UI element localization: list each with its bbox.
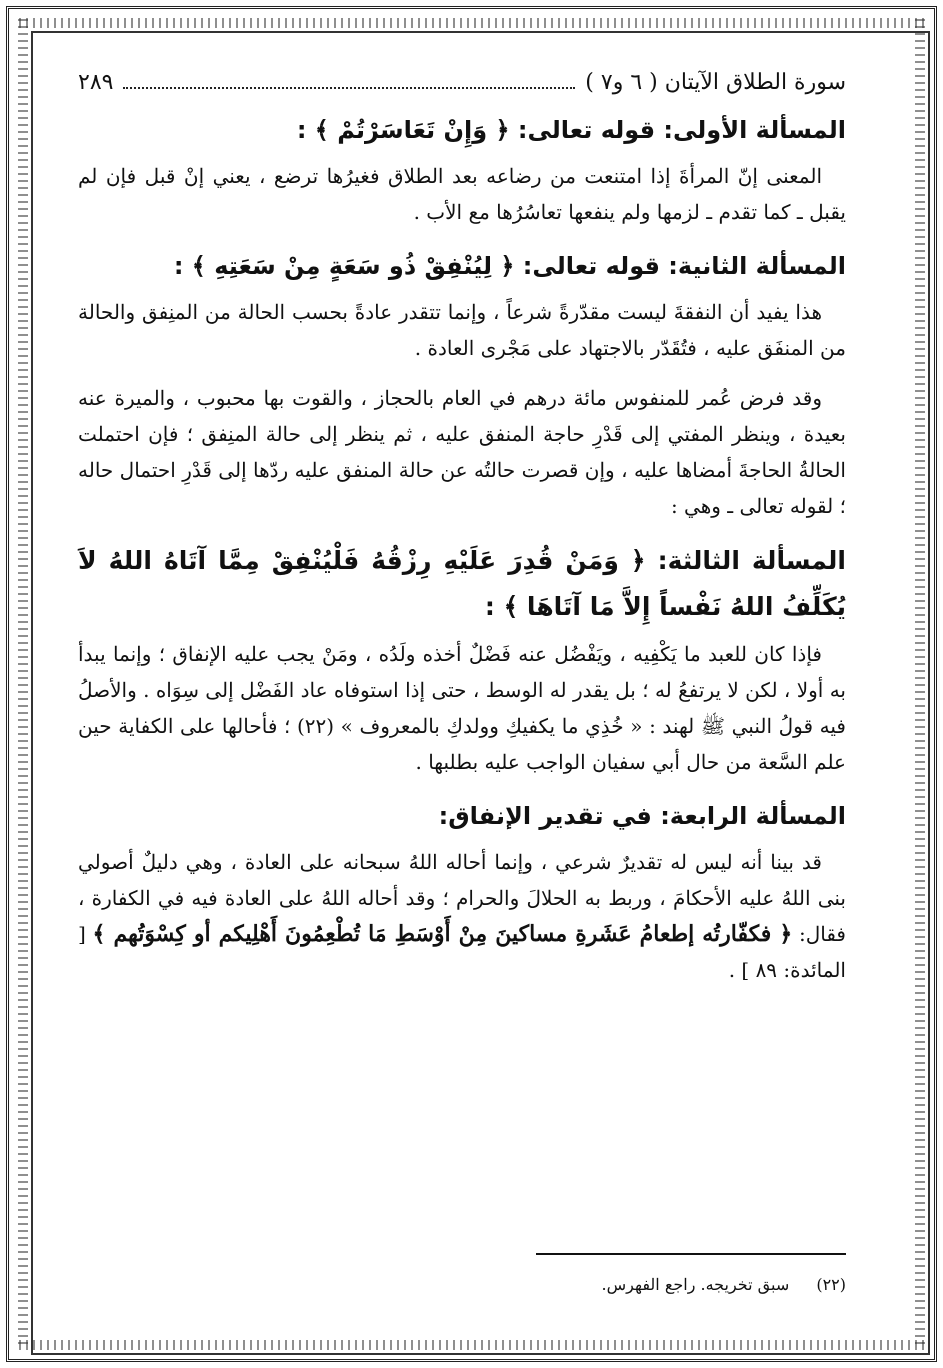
heading-colon: : [173,252,192,280]
surah-title: سورة الطلاق الآيتان ( ٦ و٧ ) [585,70,846,95]
quran-verse: ﴿ لِيُنْفِقْ ذُو سَعَةٍ مِنْ سَعَتِهِ ﴾ [191,252,515,280]
leader-dots [123,87,575,89]
section-2-heading [78,244,846,288]
section-2-paragraph-1: هذا يفيد أن النفقةَ ليست مقدّرةً شرعاً ، وإنما تتقدر عادةً بحسب الحالة من المنِفق والحالة من المنفَق عليه ، فتُقَدّر بالاجتهاد على مَجْرى العادة . [78,300,846,360]
paragraph-text: قد بينا أنه ليس له تقديرٌ شرعي ، وإنما أحاله اللهُ سبحانه على العادة ، وهي دليلٌ أصولي بنى اللهُ عليه الأحكامَ ، وربط به الحلالَ والحرام ؛ وقد أحاله اللهُ على العادة فيه في الكفارة ، فقال: [78,850,846,946]
footnote-text: سبق تخريجه. راجع الفهرس. [601,1275,790,1294]
heading-label: المسألة الثانية: قوله تعالى: [514,252,846,280]
section-2-paragraph-2: وقد فرض عُمر للمنفوس مائة درهم في العام بالحجاز ، والقوت بها محبوب ، والميرة عنه بعيدة ، وينظر المفتي إلى قَدْرِ حاجة المنفق عليه ، ثم ينظر إلى حالة المنِفق ؛ فإن احتملت الحالةُ الحاجةَ أمضاها عليه ، وإن قصرت حالتُه عن حالة المنفق عليه ردّها إلى قَدْرِ احتمال حاله ؛ لقوله تعالى ـ وهي : [78,386,847,518]
section-3-heading [78,538,846,630]
quran-verse: ﴿ وَإِنْ تَعَاسَرْتُمْ ﴾ [314,116,510,144]
quran-verse: ﴿ فكفّارتُه إطعامُ عَشَرةِ مساكينَ مِنْ أَوْسَطِ مَا تُطْعِمُونَ أَهْلِيكم أو كِسْوَتُهم ﴾ [92,921,793,947]
section-1-heading [78,108,846,152]
page-number: ٢٨٩ [78,70,114,95]
heading-colon: : [484,592,504,621]
section-4-paragraph [78,844,846,988]
ornament-left [18,19,28,1349]
running-header [78,64,846,104]
section-1-paragraph: المعنى إنّ المرأةَ إذا امتنعت من رضاعه بعد الطلاق فغيرُها ترضع ، يعني إنْ قبل فإن لم يقبل ـ كما تقدم ـ لزمها ولم ينفعها تعاسُرُها مع الأب . [78,164,846,224]
section-3-paragraph: فإذا كان للعبد ما يَكْفِيه ، ويَفْضُل عنه فَضْلٌ أخذه ولَدُه ، ومَنْ يجب عليه الإنفاق ؛ وإنما يبدأ به أولا ، لكن لا يرتفعُ له ؛ بل يقدر له الوسط ، حتى إذا استوفاه عاد الفَضْل إلى سِوَاه . والأصلُ فيه قولُ النبي ﷺ لهند : « خُذِي ما يكفيكِ وولدكِ بالمعروف » (٢٢) ؛ فأحالها على الكفاية حين علم السَّعة من حال أبي سفيان الواجب عليه بطلبها . [78,642,846,774]
ornament-top [19,18,924,28]
verse-reference: [ المائدة: ٨٩ ] . [78,922,846,982]
heading-colon: : [296,116,315,144]
heading-label: المسألة الأولى: قوله تعالى: [509,116,846,144]
section-4-heading: المسألة الرابعة: في تقدير الإنفاق: [438,802,846,830]
quran-verse: ﴿ وَمَنْ قُدِرَ عَلَيْهِ رِزْقُهُ فَلْيُنْفِقْ مِمَّا آتَاهُ اللهُ لاَ يُكَلِّفُ اللهُ نَفْساً إِلاَّ مَا آتَاهَا ﴾ [78,546,846,621]
footnote-separator [536,1253,846,1255]
footnote-number: (٢٢) [816,1275,846,1294]
footnote [480,1272,846,1298]
page-body [78,64,846,1002]
heading-label: المسألة الثالثة: [645,546,846,575]
